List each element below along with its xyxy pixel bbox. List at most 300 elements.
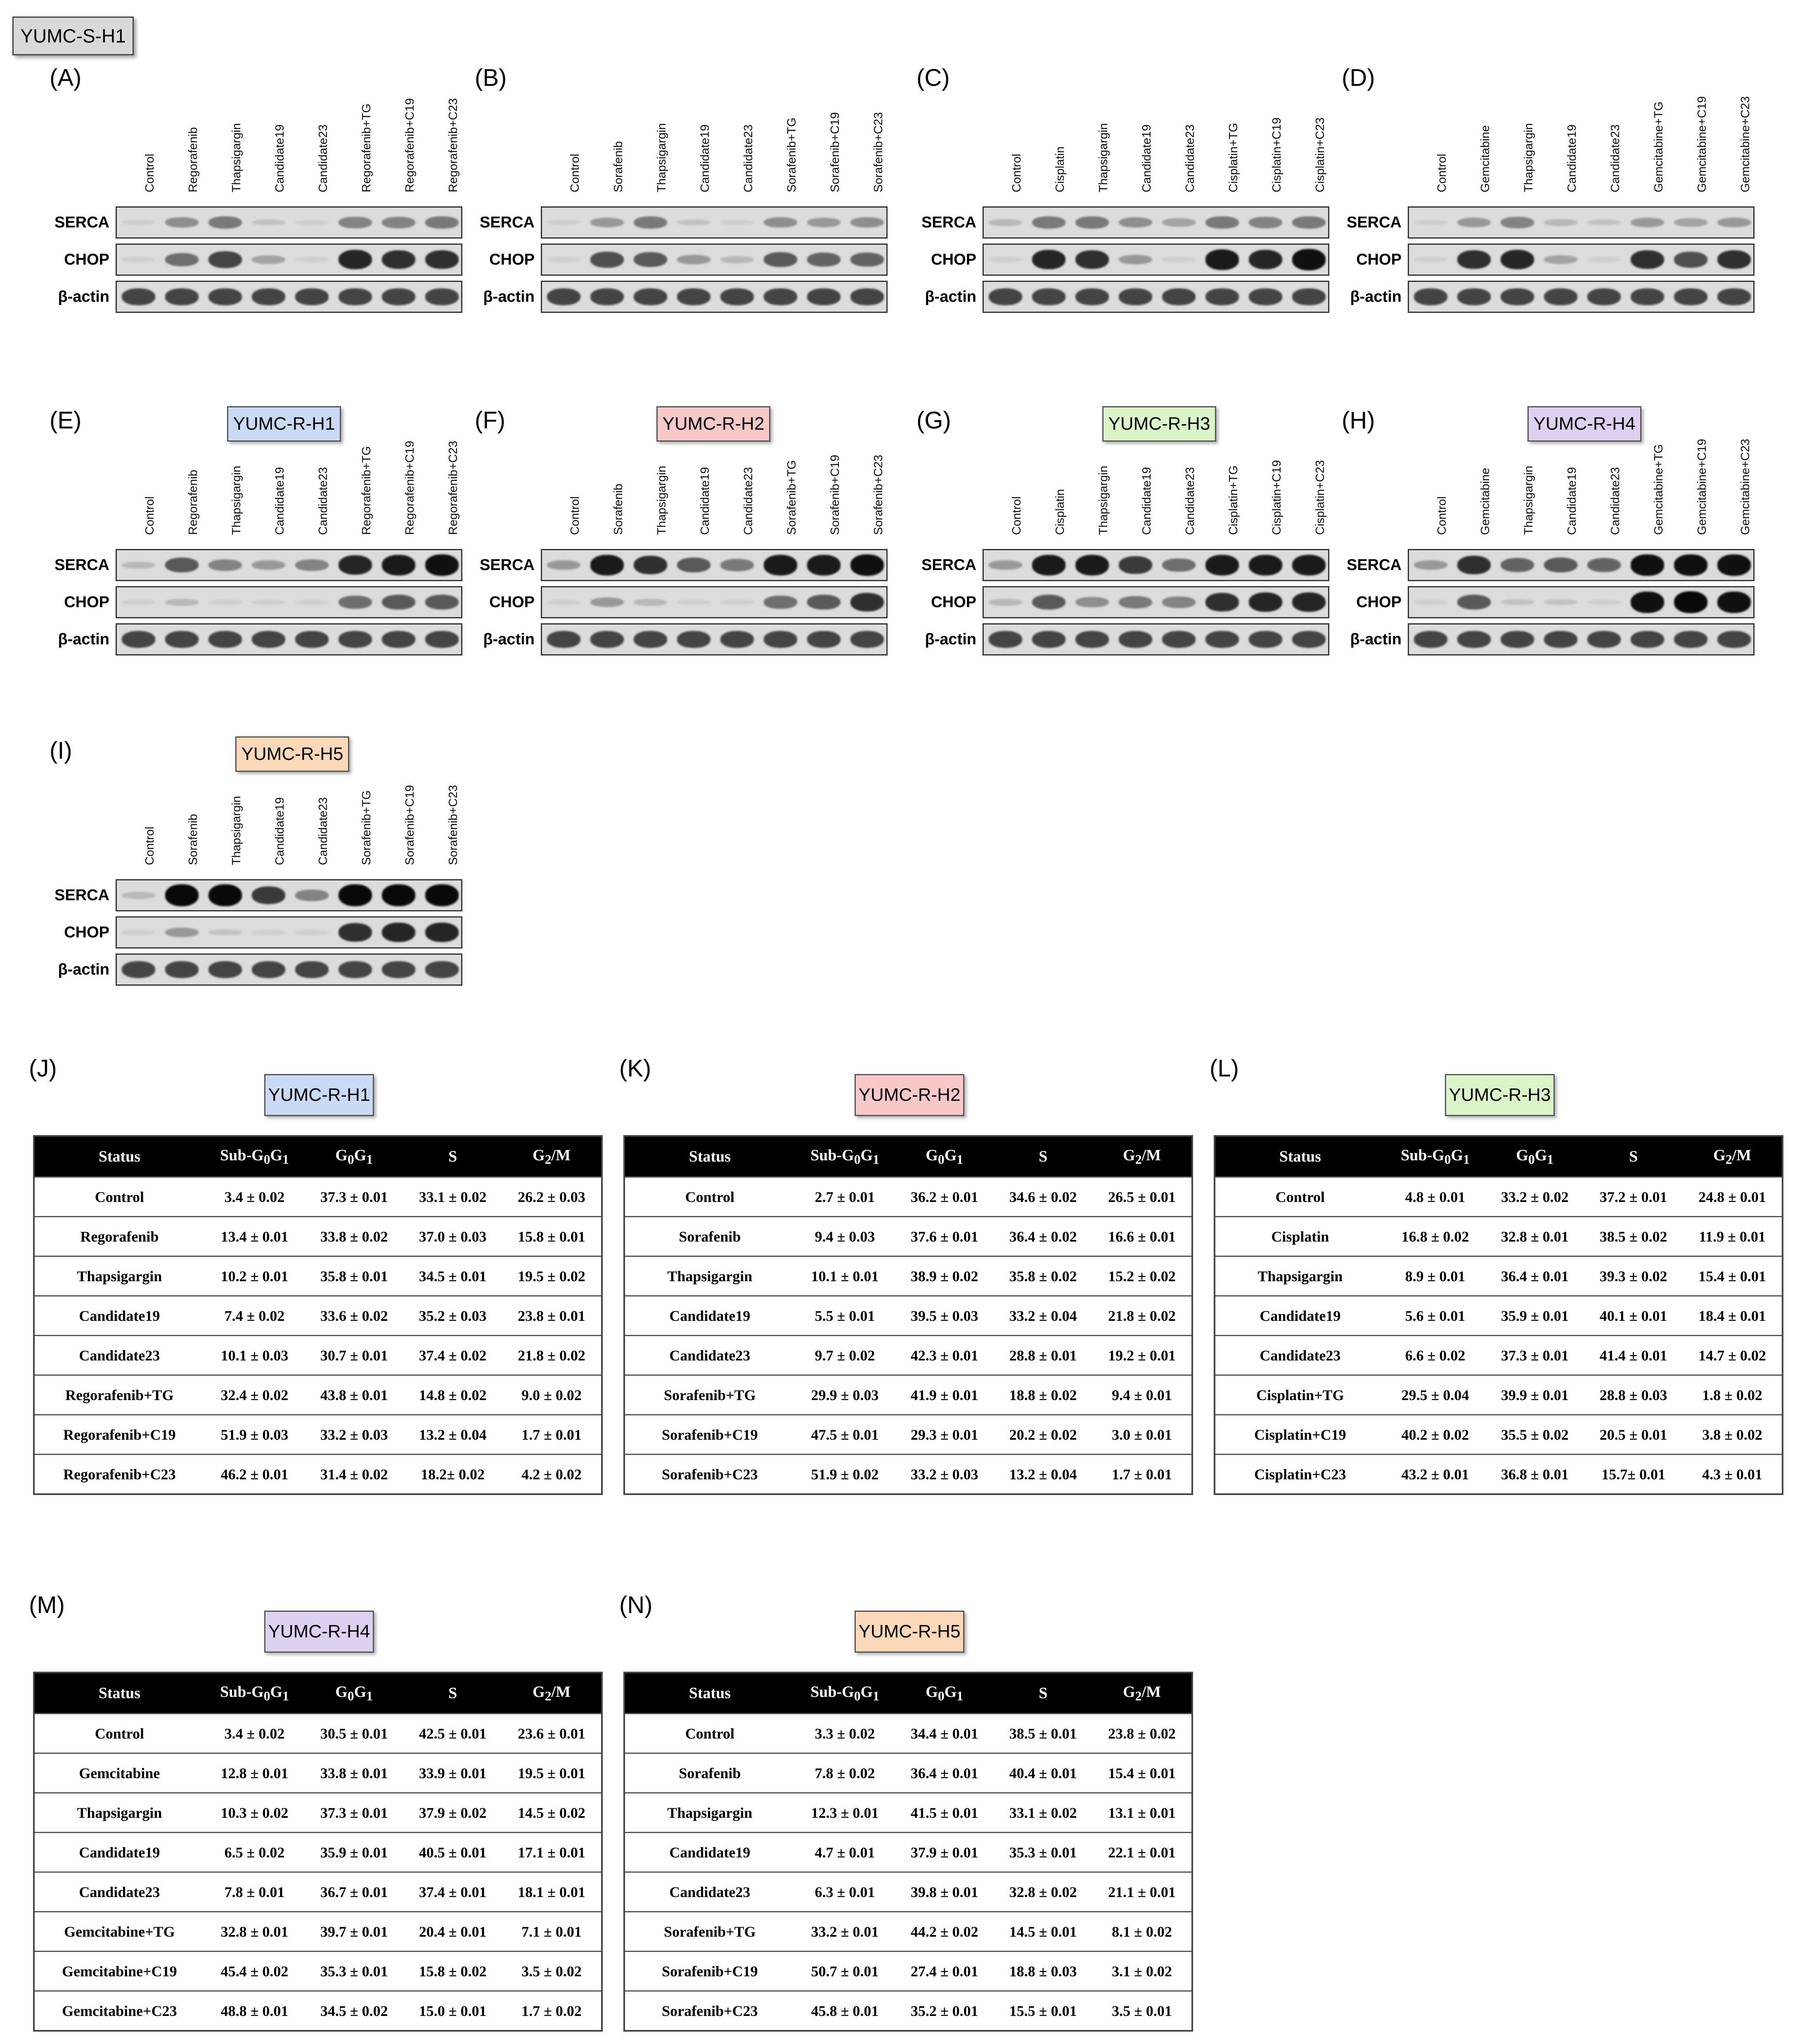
protein-band — [1544, 599, 1578, 605]
value-cell: 40.4 ± 0.01 — [994, 1753, 1092, 1793]
lane-label: Thapsigargin — [1522, 123, 1535, 192]
value-cell: 16.8 ± 0.02 — [1385, 1217, 1485, 1256]
protein-band — [1162, 596, 1196, 608]
protein-band — [807, 289, 841, 305]
col-s-header: S — [994, 1136, 1092, 1177]
protein-band — [989, 219, 1023, 226]
lane-label: Sorafenib — [611, 141, 625, 192]
protein-label: β-actin — [1350, 631, 1402, 648]
lane-label: Gemcitabine — [1478, 468, 1492, 535]
protein-band — [425, 631, 459, 648]
value-cell: 30.5 ± 0.01 — [305, 1714, 403, 1753]
protein-band — [252, 220, 286, 225]
col-s-header: S — [1584, 1136, 1683, 1177]
value-cell: 32.8 ± 0.01 — [1485, 1217, 1584, 1256]
lane-label: Regorafenib+C23 — [446, 440, 460, 535]
protein-band — [764, 217, 798, 227]
protein-band — [720, 559, 754, 571]
protein-band — [1501, 217, 1534, 228]
status-cell: Thapsigargin — [34, 1256, 204, 1296]
protein-band — [1119, 596, 1153, 608]
value-cell: 13.1 ± 0.01 — [1092, 1793, 1192, 1833]
protein-band — [208, 884, 242, 906]
protein-band — [1032, 631, 1066, 648]
lane-label: Thapsigargin — [230, 123, 243, 192]
protein-band — [590, 218, 624, 227]
value-cell: 31.4 ± 0.02 — [305, 1455, 403, 1495]
status-cell: Cisplatin+TG — [1215, 1375, 1385, 1415]
value-cell: 18.8 ± 0.02 — [994, 1375, 1092, 1415]
table-panel-J — [33, 1135, 603, 1495]
protein-band — [547, 560, 581, 570]
status-cell: Control — [624, 1714, 795, 1753]
col-g0g1-header: $G_0G_1$ — [895, 1673, 994, 1714]
col-g0g1-header: $G_0G_1$ — [1485, 1136, 1584, 1177]
value-cell: 8.9 ± 0.01 — [1385, 1256, 1485, 1296]
table-row — [1215, 1296, 1783, 1336]
protein-label: SERCA — [479, 214, 535, 231]
value-cell: 43.8 ± 0.01 — [305, 1375, 403, 1415]
protein-band — [1501, 558, 1534, 572]
protein-band — [1162, 218, 1196, 227]
protein-band — [295, 559, 329, 571]
protein-band — [1717, 218, 1751, 227]
lane-label: Gemcitabine+C23 — [1738, 96, 1752, 192]
protein-band — [252, 256, 286, 264]
value-cell: 33.9 ± 0.01 — [403, 1753, 502, 1793]
protein-label: SERCA — [1346, 214, 1402, 231]
protein-band — [208, 216, 242, 229]
table-row — [624, 1217, 1192, 1256]
protein-band — [720, 256, 754, 263]
table-header-row — [34, 1136, 602, 1177]
protein-band — [1631, 289, 1665, 305]
panel-letter: (E) — [50, 407, 82, 434]
value-cell: 41.5 ± 0.01 — [895, 1793, 994, 1833]
panel-letter: (K) — [619, 1055, 651, 1082]
value-cell: 35.8 ± 0.01 — [305, 1256, 403, 1296]
lane-label: Gemcitabine — [1478, 125, 1492, 192]
table-row — [34, 1296, 602, 1336]
table-row — [34, 1991, 602, 2031]
col-subg0g1-header: Sub-$G_0G_1$ — [204, 1136, 305, 1177]
status-cell: Regorafenib+C19 — [34, 1415, 204, 1455]
value-cell: 1.7 ± 0.02 — [502, 1991, 602, 2031]
value-cell: 15.8 ± 0.01 — [502, 1217, 602, 1256]
status-cell: Control — [1215, 1177, 1385, 1217]
value-cell: 18.4 ± 0.01 — [1683, 1296, 1783, 1336]
value-cell: 34.5 ± 0.02 — [305, 1991, 403, 2031]
status-cell: Control — [34, 1714, 204, 1753]
table-row — [1215, 1336, 1783, 1375]
protein-band — [295, 961, 329, 978]
blot-strip — [116, 953, 462, 986]
status-cell: Control — [34, 1177, 204, 1217]
lane-label: Control — [143, 826, 156, 865]
protein-label: SERCA — [54, 556, 109, 574]
table-row — [1215, 1177, 1783, 1217]
protein-band — [122, 562, 156, 569]
value-cell: 20.2 ± 0.02 — [994, 1415, 1092, 1455]
blot-strip — [1408, 623, 1755, 655]
value-cell: 9.7 ± 0.02 — [795, 1336, 895, 1375]
protein-band — [677, 289, 711, 305]
blot-strip — [983, 281, 1329, 313]
protein-band — [1587, 631, 1621, 648]
lane-label: Thapsigargin — [1522, 466, 1535, 535]
protein-band — [1075, 597, 1109, 607]
table-row — [34, 1375, 602, 1415]
col-g0g1-header: $G_0G_1$ — [305, 1673, 403, 1714]
protein-band — [989, 257, 1023, 262]
lane-label: Candidate23 — [1608, 467, 1622, 535]
protein-band — [1249, 592, 1283, 612]
value-cell: 17.1 ± 0.01 — [502, 1833, 602, 1872]
protein-band — [122, 930, 156, 935]
protein-band — [634, 631, 668, 648]
protein-band — [850, 217, 884, 227]
protein-band — [1587, 257, 1621, 262]
status-cell: Thapsigargin — [624, 1256, 795, 1296]
panel-letter: (H) — [1342, 407, 1375, 434]
table-row — [624, 1256, 1192, 1296]
cell-line-tag: YUMC-R-H3 — [1102, 406, 1216, 442]
value-cell: 33.1 ± 0.02 — [403, 1177, 502, 1217]
protein-band — [1292, 631, 1326, 648]
protein-label: SERCA — [1346, 556, 1402, 574]
protein-label: SERCA — [479, 556, 535, 574]
protein-label: CHOP — [489, 251, 535, 268]
protein-band — [339, 923, 372, 942]
value-cell: 3.3 ± 0.02 — [795, 1714, 895, 1753]
cell-line-tag: YUMC-R-H4 — [264, 1611, 374, 1653]
protein-band — [425, 595, 459, 610]
table-row — [624, 1793, 1192, 1833]
table-row — [34, 1753, 602, 1793]
table-row — [1215, 1455, 1783, 1495]
value-cell: 10.1 ± 0.03 — [204, 1336, 305, 1375]
cell-cycle-table — [33, 1135, 603, 1495]
protein-band — [677, 600, 711, 605]
protein-band — [1501, 631, 1534, 648]
col-subg0g1-header: Sub-$G_0G_1$ — [204, 1673, 305, 1714]
value-cell: 33.1 ± 0.02 — [994, 1793, 1092, 1833]
value-cell: 36.2 ± 0.01 — [895, 1177, 994, 1217]
protein-band — [425, 554, 459, 576]
value-cell: 37.0 ± 0.03 — [403, 1217, 502, 1256]
table-row — [624, 1455, 1192, 1495]
protein-band — [807, 595, 841, 610]
protein-band — [764, 631, 798, 648]
protein-label: CHOP — [931, 251, 976, 268]
value-cell: 34.4 ± 0.01 — [895, 1714, 994, 1753]
lane-label: Regorafenib+TG — [360, 446, 373, 535]
col-s-header: S — [994, 1673, 1092, 1714]
col-g0g1-header: $G_0G_1$ — [895, 1136, 994, 1177]
col-g0g1-header: $G_0G_1$ — [305, 1136, 403, 1177]
protein-band — [1544, 256, 1578, 264]
value-cell: 13.2 ± 0.04 — [403, 1415, 502, 1455]
protein-label: β-actin — [483, 288, 535, 305]
panel-letter: (N) — [619, 1592, 653, 1618]
protein-band — [1075, 555, 1109, 575]
value-cell: 14.5 ± 0.01 — [994, 1912, 1092, 1952]
table-row — [34, 1177, 602, 1217]
col-status-header: Status — [624, 1673, 795, 1714]
cell-line-tag: YUMC-R-H4 — [1527, 406, 1641, 442]
protein-band — [1205, 289, 1239, 305]
protein-label: β-actin — [925, 631, 976, 648]
protein-band — [590, 289, 624, 305]
table-row — [624, 1872, 1192, 1912]
panel-letter: (L) — [1210, 1055, 1239, 1082]
protein-band — [1457, 631, 1491, 648]
value-cell: 39.5 ± 0.03 — [895, 1296, 994, 1336]
protein-band — [339, 289, 372, 305]
status-cell: Thapsigargin — [1215, 1256, 1385, 1296]
col-g2m-header: $G_2/M$ — [1092, 1136, 1192, 1177]
panel-letter: (I) — [50, 737, 72, 764]
protein-band — [339, 631, 372, 648]
value-cell: 33.2 ± 0.03 — [895, 1455, 994, 1495]
lane-label: Candidate19 — [1565, 467, 1579, 535]
value-cell: 10.3 ± 0.02 — [204, 1793, 305, 1833]
protein-band — [382, 217, 416, 228]
protein-band — [425, 923, 459, 942]
protein-band — [1032, 595, 1066, 610]
value-cell: 36.4 ± 0.01 — [895, 1753, 994, 1793]
lane-label: Thapsigargin — [1096, 466, 1110, 535]
protein-band — [807, 253, 841, 267]
protein-band — [1457, 556, 1491, 574]
value-cell: 6.3 ± 0.01 — [795, 1872, 895, 1912]
value-cell: 4.7 ± 0.01 — [795, 1833, 895, 1872]
protein-band — [252, 600, 286, 605]
protein-label: β-actin — [1350, 288, 1402, 305]
blot-strip — [1408, 586, 1755, 618]
status-cell: Regorafenib — [34, 1217, 204, 1256]
protein-band — [1587, 558, 1621, 572]
lane-label: Candidate23 — [1183, 124, 1197, 192]
protein-band — [1457, 289, 1491, 305]
lane-label: Control — [1010, 154, 1023, 192]
protein-band — [122, 220, 156, 225]
value-cell: 9.4 ± 0.03 — [795, 1217, 895, 1256]
protein-band — [1717, 289, 1751, 305]
protein-band — [1032, 216, 1066, 229]
value-cell: 20.5 ± 0.01 — [1584, 1415, 1683, 1455]
protein-band — [1631, 218, 1665, 227]
protein-band — [1292, 216, 1326, 229]
protein-band — [165, 217, 199, 227]
table-header-row — [34, 1673, 602, 1714]
value-cell: 39.3 ± 0.02 — [1584, 1256, 1683, 1296]
blot-strip — [541, 586, 888, 618]
value-cell: 7.8 ± 0.02 — [795, 1753, 895, 1793]
value-cell: 47.5 ± 0.01 — [795, 1415, 895, 1455]
protein-band — [1587, 289, 1621, 305]
blot-strip — [1408, 206, 1755, 239]
table-row — [34, 1714, 602, 1753]
protein-label: CHOP — [64, 924, 109, 941]
status-cell: Cisplatin+C23 — [1215, 1455, 1385, 1495]
protein-band — [1249, 250, 1283, 269]
lane-label: Sorafenib+TG — [785, 460, 798, 535]
lane-label: Candidate23 — [1183, 467, 1197, 535]
blot-strip — [116, 916, 462, 949]
status-cell: Sorafenib+C19 — [624, 1952, 795, 1991]
lane-label: Gemcitabine+C19 — [1695, 96, 1709, 192]
protein-band — [850, 554, 884, 576]
value-cell: 12.3 ± 0.01 — [795, 1793, 895, 1833]
protein-band — [677, 558, 711, 573]
protein-band — [1162, 257, 1196, 262]
lane-label: Candidate19 — [1140, 124, 1153, 192]
value-cell: 36.4 ± 0.02 — [994, 1217, 1092, 1256]
table-row — [624, 1991, 1192, 2031]
value-cell: 26.5 ± 0.01 — [1092, 1177, 1192, 1217]
lane-label: Control — [568, 154, 582, 192]
protein-band — [1032, 289, 1066, 305]
table-row — [34, 1872, 602, 1912]
lane-label: Cisplatin+C19 — [1270, 460, 1283, 535]
protein-band — [1414, 631, 1448, 648]
protein-band — [339, 884, 372, 906]
panel-letter: (M) — [29, 1592, 65, 1618]
protein-band — [1717, 554, 1751, 576]
status-cell: Cisplatin+C19 — [1215, 1415, 1385, 1455]
protein-label: CHOP — [931, 594, 976, 611]
protein-band — [1205, 555, 1239, 575]
value-cell: 19.5 ± 0.02 — [502, 1256, 602, 1296]
value-cell: 41.9 ± 0.01 — [895, 1375, 994, 1415]
value-cell: 32.8 ± 0.02 — [994, 1872, 1092, 1912]
protein-band — [1292, 289, 1326, 305]
lane-label: Thapsigargin — [1096, 123, 1110, 192]
value-cell: 37.3 ± 0.01 — [305, 1177, 403, 1217]
protein-band — [1119, 217, 1153, 227]
status-cell: Candidate23 — [1215, 1336, 1385, 1375]
blot-strip — [541, 623, 888, 655]
protein-band — [1032, 555, 1066, 575]
value-cell: 1.7 ± 0.01 — [502, 1415, 602, 1455]
panel-letter: (G) — [916, 407, 951, 434]
value-cell: 37.3 ± 0.01 — [305, 1793, 403, 1833]
value-cell: 39.8 ± 0.01 — [895, 1872, 994, 1912]
lane-label: Sorafenib+C19 — [403, 785, 417, 865]
value-cell: 51.9 ± 0.02 — [795, 1455, 895, 1495]
protein-band — [165, 558, 199, 573]
lane-label: Candidate19 — [273, 467, 287, 535]
protein-band — [634, 216, 668, 229]
protein-band — [122, 892, 156, 899]
protein-band — [850, 593, 884, 611]
value-cell: 37.6 ± 0.01 — [895, 1217, 994, 1256]
table-row — [1215, 1256, 1783, 1296]
protein-label: β-actin — [925, 288, 976, 305]
value-cell: 50.7 ± 0.01 — [795, 1952, 895, 1991]
value-cell: 37.3 ± 0.01 — [1485, 1336, 1584, 1375]
protein-band — [382, 289, 416, 305]
value-cell: 3.1 ± 0.02 — [1092, 1952, 1192, 1991]
lane-label: Regorafenib+C19 — [403, 98, 417, 192]
protein-band — [547, 631, 581, 648]
table-row — [624, 1336, 1192, 1375]
table-panel-M — [33, 1672, 603, 2032]
value-cell: 10.1 ± 0.01 — [795, 1256, 895, 1296]
table-row — [34, 1952, 602, 1991]
protein-band — [339, 217, 372, 228]
protein-band — [252, 631, 286, 648]
blot-strip — [116, 244, 462, 276]
cell-cycle-table — [33, 1672, 603, 2032]
col-g2m-header: $G_2/M$ — [1683, 1136, 1783, 1177]
protein-band — [165, 289, 199, 305]
value-cell: 7.4 ± 0.02 — [204, 1296, 305, 1336]
lane-label: Candidate23 — [741, 467, 755, 535]
protein-band — [1292, 555, 1326, 575]
protein-band — [590, 597, 624, 607]
protein-band — [807, 218, 841, 227]
lane-label: Cisplatin — [1053, 489, 1067, 535]
value-cell: 35.8 ± 0.02 — [994, 1256, 1092, 1296]
protein-band — [165, 884, 199, 906]
protein-band — [720, 220, 754, 225]
value-cell: 5.6 ± 0.01 — [1385, 1296, 1485, 1336]
protein-band — [634, 289, 668, 305]
value-cell: 14.5 ± 0.02 — [502, 1793, 602, 1833]
protein-band — [989, 560, 1023, 570]
value-cell: 45.4 ± 0.02 — [204, 1952, 305, 1991]
col-s-header: S — [403, 1673, 502, 1714]
value-cell: 33.8 ± 0.01 — [305, 1753, 403, 1793]
lane-label: Sorafenib+TG — [360, 790, 373, 865]
protein-label: β-actin — [483, 631, 535, 648]
protein-label: SERCA — [54, 887, 109, 904]
cell-cycle-table — [623, 1672, 1193, 2032]
protein-band — [634, 252, 668, 267]
panel-letter: (B) — [475, 64, 507, 91]
lane-label: Gemcitabine+TG — [1652, 444, 1665, 535]
table-row — [34, 1415, 602, 1455]
table-row — [1215, 1375, 1783, 1415]
protein-band — [590, 252, 624, 268]
col-s-header: S — [403, 1136, 502, 1177]
protein-band — [295, 289, 329, 305]
value-cell: 32.4 ± 0.02 — [204, 1375, 305, 1415]
protein-label: SERCA — [921, 214, 976, 231]
protein-label: β-actin — [58, 961, 109, 978]
table-header-row — [624, 1673, 1192, 1714]
value-cell: 8.1 ± 0.02 — [1092, 1912, 1192, 1952]
col-status-header: Status — [1215, 1136, 1385, 1177]
value-cell: 21.8 ± 0.02 — [502, 1336, 602, 1375]
table-row — [34, 1217, 602, 1256]
value-cell: 15.5 ± 0.01 — [994, 1991, 1092, 2031]
protein-band — [547, 600, 581, 605]
blot-strip — [116, 281, 462, 313]
table-panel-N — [623, 1672, 1193, 2032]
value-cell: 7.1 ± 0.01 — [502, 1912, 602, 1952]
lane-label: Cisplatin+C19 — [1270, 117, 1283, 192]
status-cell: Sorafenib+TG — [624, 1912, 795, 1952]
lane-label: Candidate23 — [316, 467, 330, 535]
protein-band — [1075, 250, 1109, 269]
table-row — [624, 1833, 1192, 1872]
value-cell: 10.2 ± 0.01 — [204, 1256, 305, 1296]
panel-letter: (J) — [29, 1055, 57, 1082]
value-cell: 24.8 ± 0.01 — [1683, 1177, 1783, 1217]
